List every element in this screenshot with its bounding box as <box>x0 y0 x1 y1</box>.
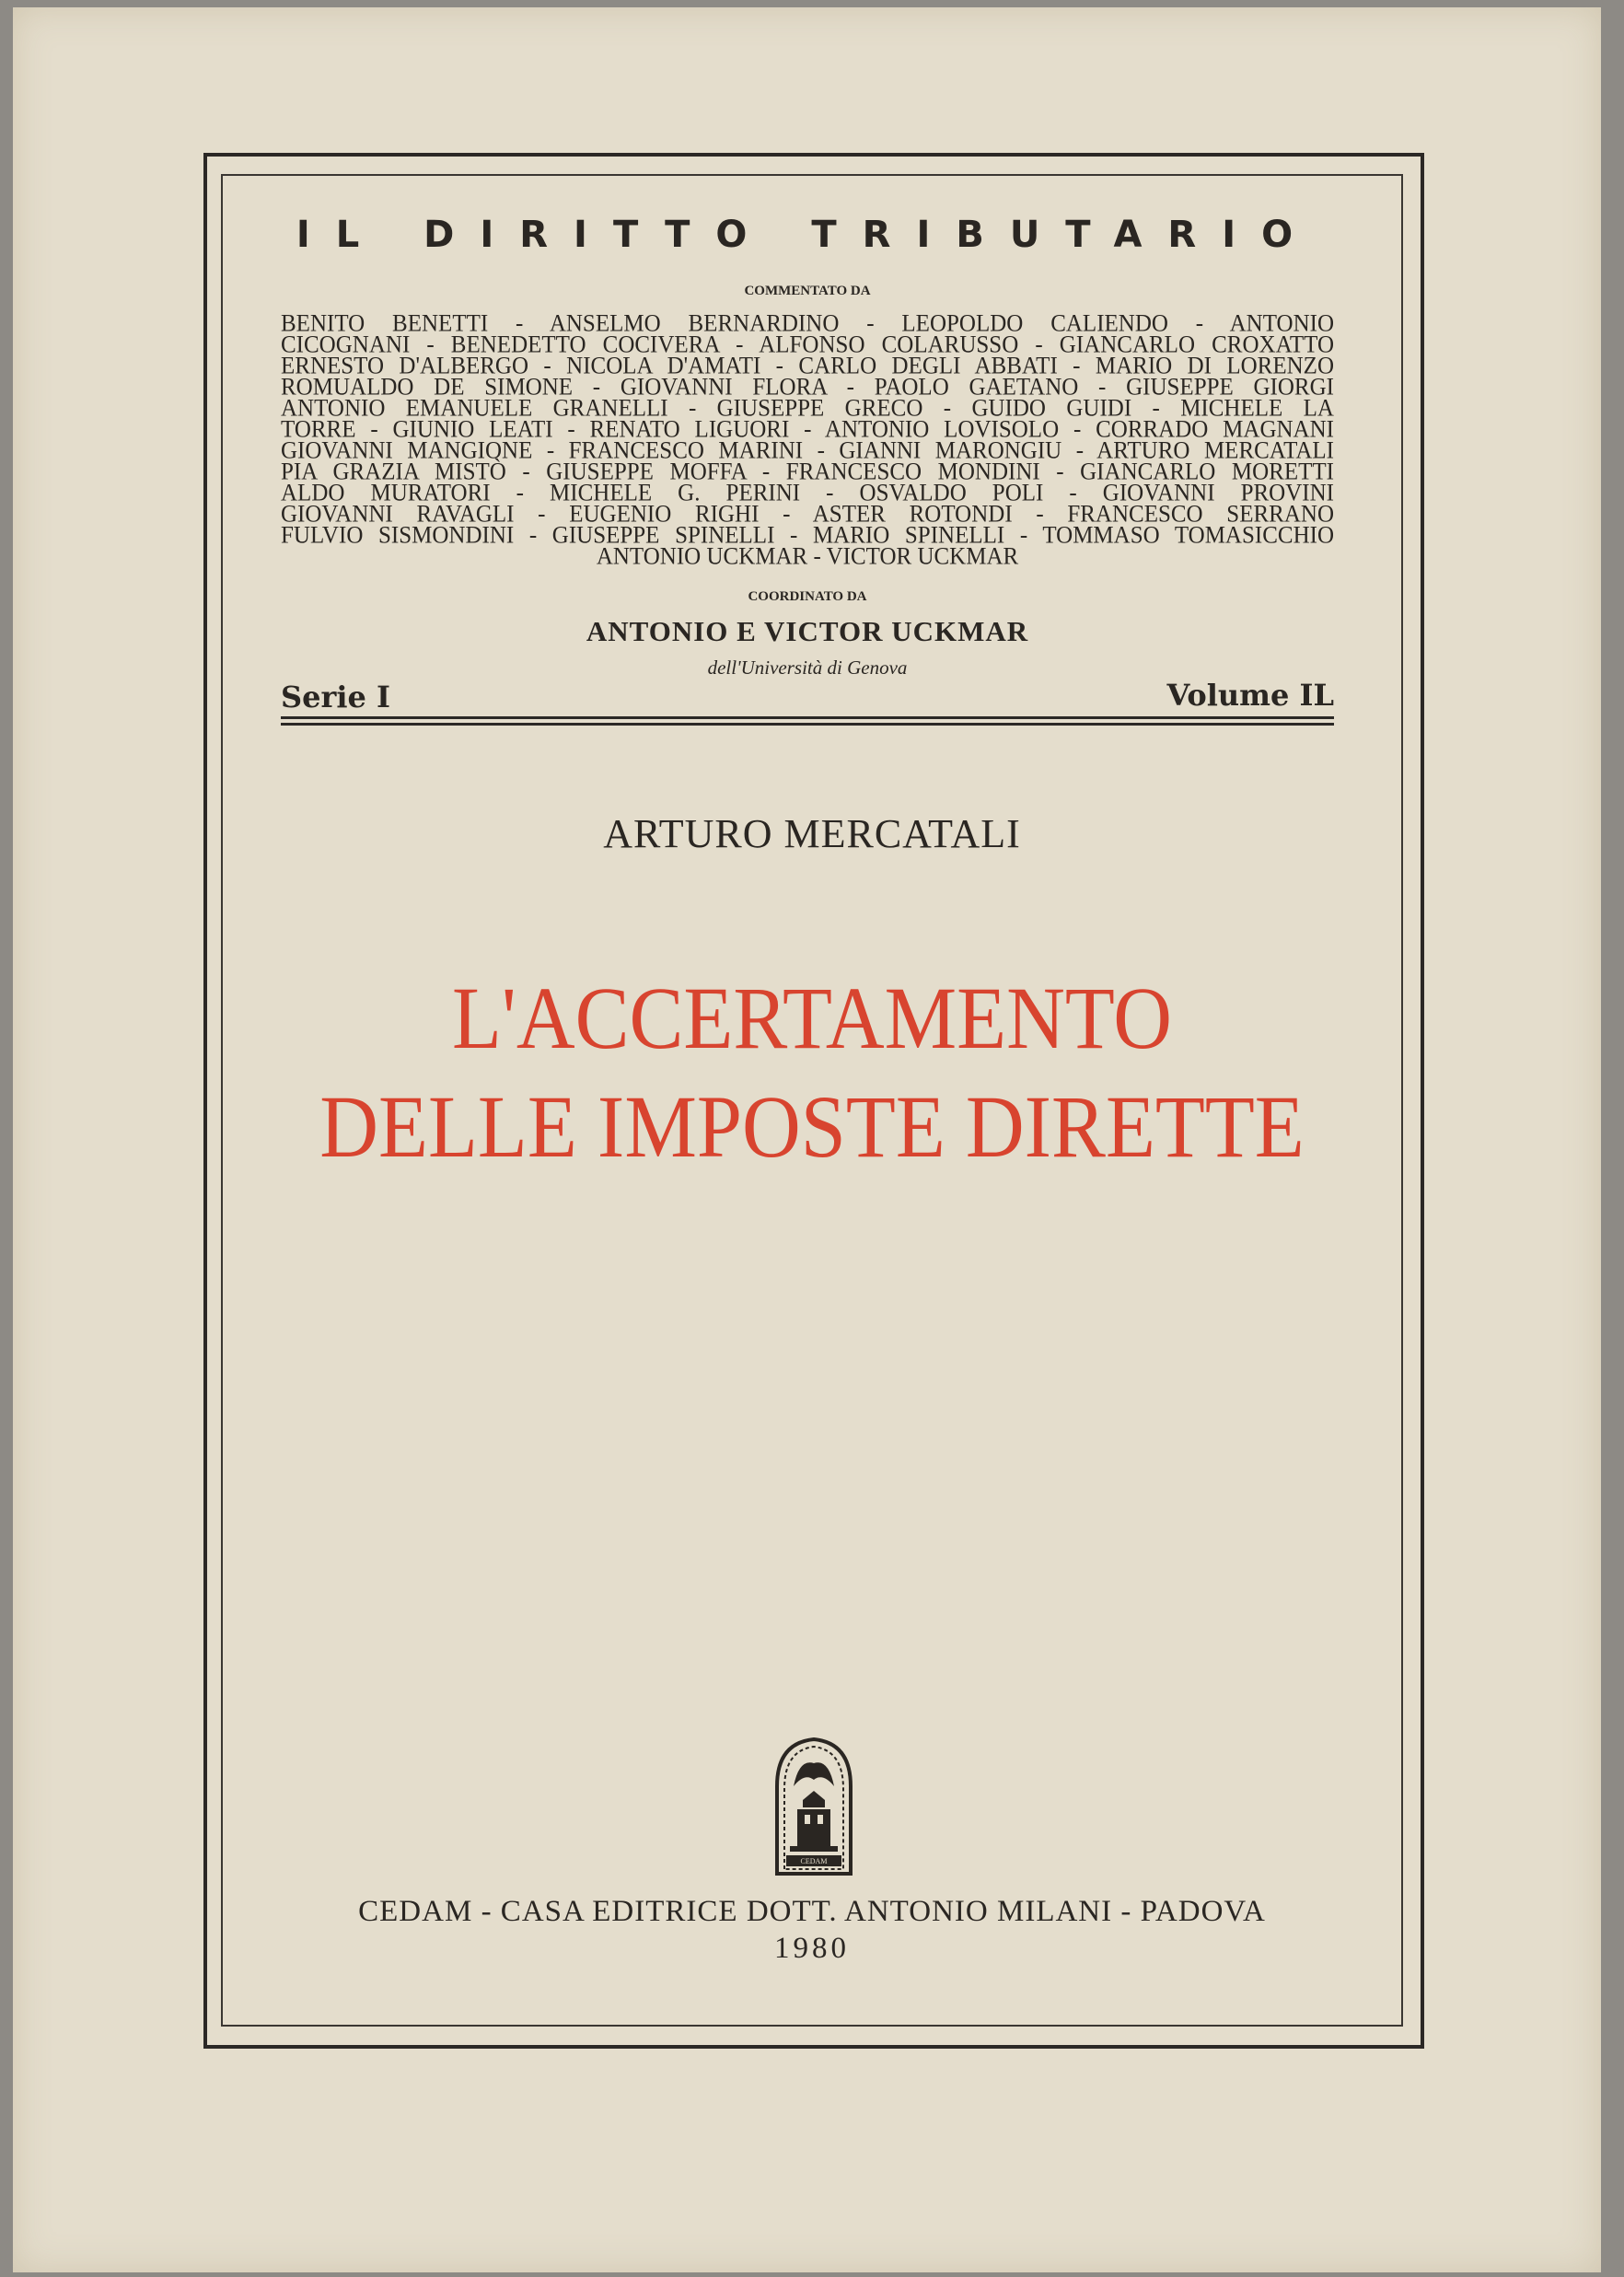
contributors-line: ERNESTO D'ALBERGO - NICOLA D'AMATI - CARLO DEGLI ABBATI - MARIO DI LORENZO <box>281 353 1334 379</box>
contributors-line: BENITO BENETTI - ANSELMO BERNARDINO - LEOPOLDO CALIENDO - ANTONIO <box>281 310 1334 337</box>
contributors-line: ANTONIO UCKMAR - VICTOR UCKMAR <box>596 543 1019 570</box>
contributors-line: GIOVANNI MANGIONE - FRANCESCO MARINI - GIANNI MARONGIU - ARTURO MERCATALI <box>281 437 1334 464</box>
contributors-list <box>281 310 1334 570</box>
series-title: IL DIRITTO TRIBUTARIO <box>296 214 1319 256</box>
contributors-line: GIOVANNI RAVAGLI - EUGENIO RIGHI - ASTER ROTONDI - FRANCESCO SERRANO <box>281 501 1334 528</box>
serie-label: Serie I <box>281 680 390 714</box>
book-title-line: DELLE IMPOSTE DIRETTE <box>319 1077 1305 1176</box>
affiliation: dell'Università di Genova <box>707 656 908 679</box>
contributors-line: ROMUALDO DE SIMONE - GIOVANNI FLORA - PAOLO GAETANO - GIUSEPPE GIORGI <box>281 374 1334 401</box>
svg-text:CEDAM: CEDAM <box>800 1857 828 1865</box>
contributors-line: FULVIO SISMONDINI - GIUSEPPE SPINELLI - MARIO SPINELLI - TOMMASO TOMASICCHIO <box>281 522 1334 549</box>
contributors-line: TORRE - GIUNIO LEATI - RENATO LIGUORI - ANTONIO LOVISOLO - CORRADO MAGNANI <box>281 416 1334 443</box>
contributors-line: ALDO MURATORI - MICHELE G. PERINI - OSVALDO POLI - GIOVANNI PROVINI <box>281 480 1334 506</box>
contributors-line: PIA GRAZIA MISTÒ - GIUSEPPE MOFFA - FRANCESCO MONDINI - GIANCARLO MORETTI <box>281 459 1334 485</box>
divider-rule <box>281 723 1334 726</box>
divider-rule <box>281 716 1334 719</box>
publisher-logo-icon <box>766 1736 862 1876</box>
contributors-line: ANTONIO EMANUELE GRANELLI - GIUSEPPE GRECO - GUIDO GUIDI - MICHELE LA <box>281 395 1334 422</box>
volume-label: Volume IL <box>1166 678 1334 713</box>
contributors-line: CICOGNANI - BENEDETTO COCIVERA - ALFONSO COLARUSSO - GIANCARLO CROXATTO <box>281 331 1334 358</box>
commented-by-label: COMMENTATO DA <box>744 284 871 298</box>
author-name: ARTURO MERCATALI <box>603 811 1021 856</box>
coordinated-by-label: COORDINATO DA <box>748 589 867 604</box>
book-title-line: L'ACCERTAMENTO <box>451 969 1173 1067</box>
publication-year: 1980 <box>774 1932 850 1965</box>
coordinators: ANTONIO E VICTOR UCKMAR <box>586 615 1029 647</box>
publisher-line: CEDAM - CASA EDITRICE DOTT. ANTONIO MILANI - PADOVA <box>358 1895 1266 1928</box>
